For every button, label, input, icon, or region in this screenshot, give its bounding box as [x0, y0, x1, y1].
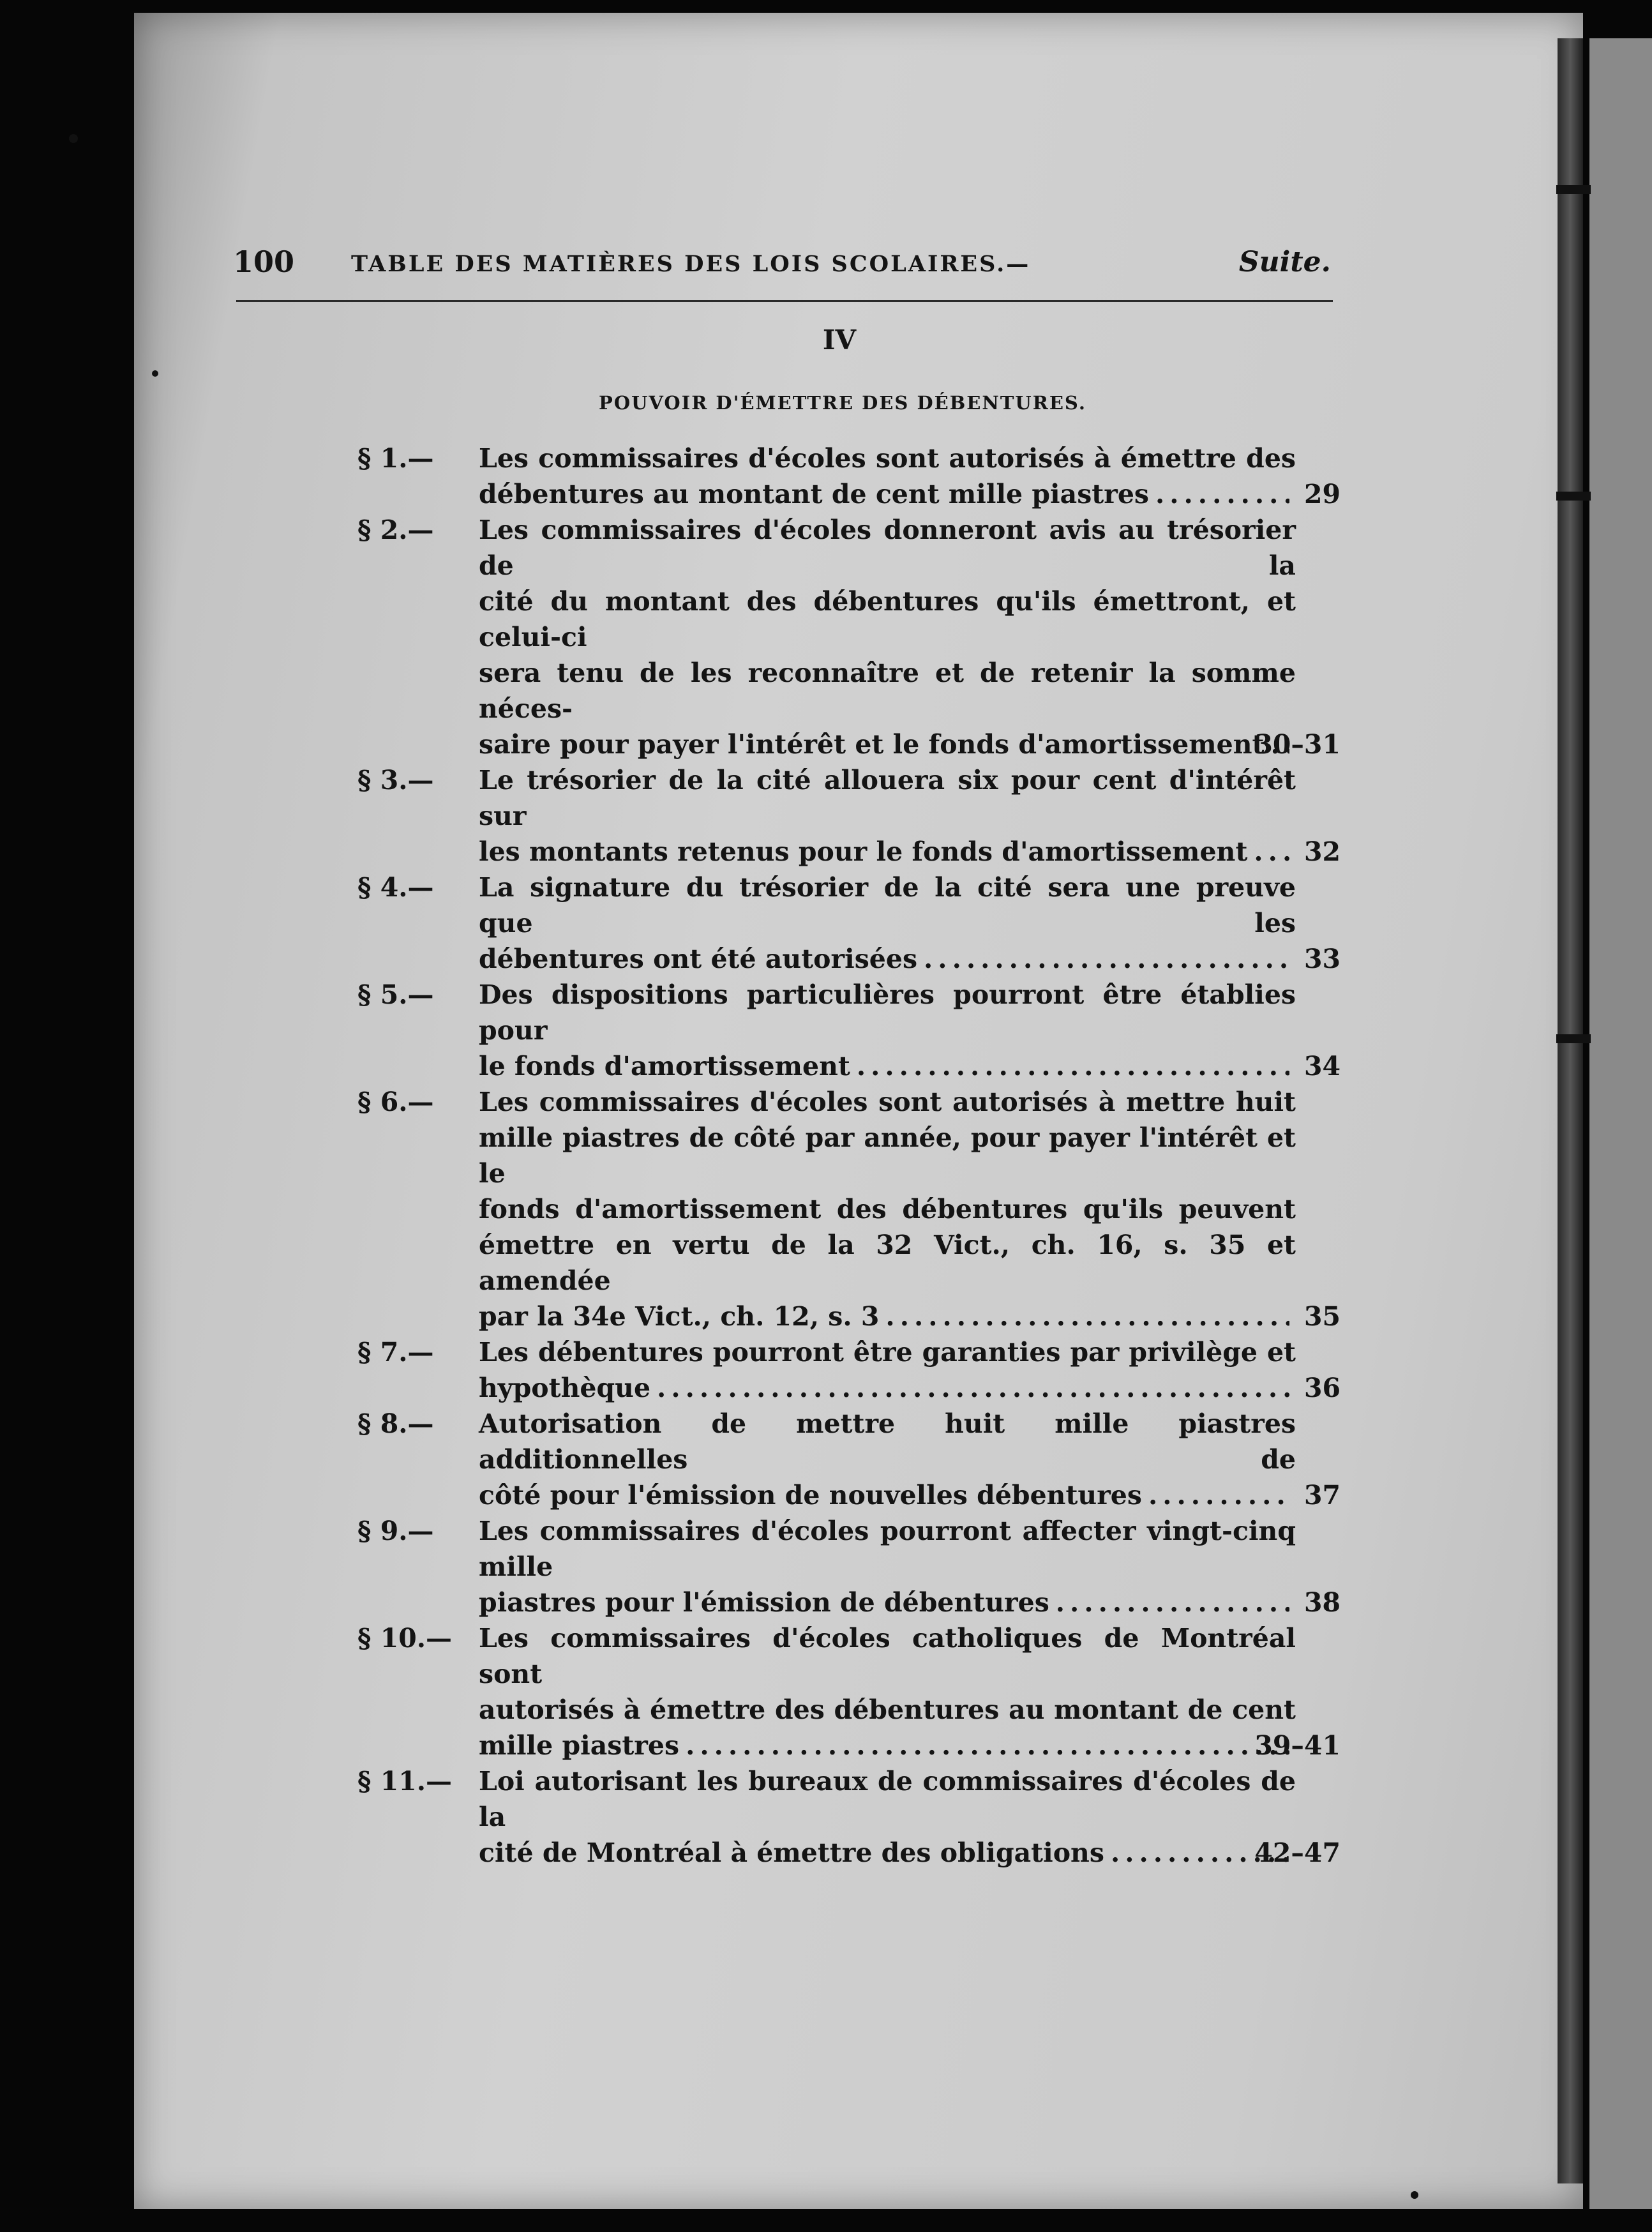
facing-page-edge: [1589, 38, 1652, 2209]
entry-page-number: 34: [1303, 1051, 1340, 1082]
entry-text-line: Les débentures pourront être garanties par privilège et: [479, 1337, 1296, 1368]
entry-text-line: Des dispositions particulières pourront être établies pour: [479, 979, 1296, 1046]
entry-leader-line: [479, 1299, 1296, 1334]
toc-entry: [357, 512, 1340, 762]
entry-section-number: § 5.—: [357, 979, 434, 1010]
toc-entry: [357, 1513, 1340, 1620]
entry-leader-line: [479, 941, 1296, 977]
entry-section-number: § 4.—: [357, 872, 434, 903]
entry-leader-line: [479, 1728, 1296, 1763]
binding-spine: [1558, 38, 1583, 2183]
entry-text-line: Le trésorier de la cité allouera six pour cent d'intérêt sur: [479, 765, 1296, 831]
entry-page-number: 35: [1303, 1301, 1340, 1332]
entry-text-line: débentures ont été autorisées: [479, 944, 918, 974]
entry-text-line: Les commissaires d'écoles catholiques de Montréal sont: [479, 1623, 1296, 1689]
binding-mark: [1556, 492, 1591, 501]
entry-text-line: émettre en vertu de la 32 Vict., ch. 16, s. 35 et amendée: [479, 1230, 1296, 1296]
entry-section-number: § 2.—: [357, 515, 434, 545]
binding-mark: [1556, 1034, 1591, 1043]
entry-leader-line: [479, 1585, 1296, 1620]
entry-text-line: piastres pour l'émission de débentures: [479, 1587, 1049, 1618]
scan-speck: [1411, 2191, 1418, 2199]
entry-leader-line: [479, 834, 1296, 870]
entry-leader-line: [479, 476, 1296, 512]
entry-section-number: § 3.—: [357, 765, 434, 796]
entry-text-line: Les commissaires d'écoles sont autorisés à émettre des: [479, 443, 1296, 474]
entry-leader-line: [479, 727, 1296, 762]
entry-text-line: hypothèque: [479, 1373, 651, 1403]
page-number: 100: [233, 245, 295, 279]
entry-text-line: saire pour payer l'intérêt et le fonds d'amortissement: [479, 729, 1265, 760]
entry-leader-line: [479, 1477, 1296, 1513]
entry-text-line: fonds d'amortissement des débentures qu'ils peuvent: [479, 1194, 1296, 1225]
entry-page-number: 32: [1303, 836, 1340, 867]
entry-section-number: § 8.—: [357, 1408, 434, 1439]
entry-section-number: § 10.—: [357, 1623, 453, 1654]
entry-text-line: cité du montant des débentures qu'ils émettront, et celui-ci: [479, 586, 1296, 652]
dot-leader: [686, 1728, 1289, 1763]
entry-text-line: La signature du trésorier de la cité sera une preuve que les: [479, 872, 1296, 939]
dot-leader: [857, 1048, 1289, 1084]
entry-page-number: 42–47: [1254, 1837, 1340, 1868]
table-of-contents: [357, 441, 1340, 1871]
binding-mark: [1556, 185, 1591, 194]
entry-text-line: autorisés à émettre des débentures au montant de cent: [479, 1694, 1296, 1725]
dot-leader: [885, 1299, 1289, 1334]
entry-text-line: Autorisation de mettre huit mille piastres additionnelles de: [479, 1408, 1296, 1475]
scan-speck: [69, 134, 78, 143]
section-number: IV: [822, 324, 857, 356]
entry-text-line: mille piastres de côté par année, pour payer l'intérêt et le: [479, 1122, 1296, 1189]
entry-page-number: 39–41: [1254, 1730, 1340, 1761]
entry-text-line: Les commissaires d'écoles sont autorisés à mettre huit: [479, 1087, 1296, 1117]
dot-leader: [924, 941, 1289, 977]
section-title: POUVOIR D'ÉMETTRE DES DÉBENTURES.: [599, 392, 1086, 414]
entry-page-number: 29: [1303, 479, 1340, 509]
entry-leader-line: [479, 1048, 1296, 1084]
entry-text-line: Loi autorisant les bureaux de commissaires d'écoles de la: [479, 1766, 1296, 1832]
entry-section-number: § 7.—: [357, 1337, 434, 1368]
toc-entry: [357, 1620, 1340, 1763]
entry-text-line: Les commissaires d'écoles donneront avis au trésorier de la: [479, 515, 1296, 581]
entry-text-line: sera tenu de les reconnaître et de retenir la somme néces-: [479, 658, 1296, 724]
entry-page-number: 37: [1303, 1480, 1340, 1511]
toc-entry: [357, 1406, 1340, 1513]
scan-speck: [152, 370, 158, 377]
entry-section-number: § 11.—: [357, 1766, 453, 1797]
toc-entry: [357, 1334, 1340, 1406]
entry-text-line: mille piastres: [479, 1730, 680, 1761]
toc-entry: [357, 977, 1340, 1084]
dot-leader: [657, 1370, 1289, 1406]
entry-section-number: § 1.—: [357, 443, 434, 474]
header-rule: [236, 300, 1333, 302]
toc-entry: [357, 441, 1340, 512]
entry-text-line: côté pour l'émission de nouvelles débentures: [479, 1480, 1142, 1511]
entry-leader-line: [479, 1835, 1296, 1871]
entry-text-line: débentures au montant de cent mille piastres: [479, 479, 1149, 509]
header-suite: Suite.: [1238, 246, 1331, 278]
entry-page-number: 30–31: [1254, 729, 1340, 760]
entry-leader-line: [479, 1370, 1296, 1406]
entry-page-number: 33: [1303, 944, 1340, 974]
entry-text-line: cité de Montréal à émettre des obligations: [479, 1837, 1104, 1868]
entry-text-line: le fonds d'amortissement: [479, 1051, 850, 1082]
entry-text-line: Les commissaires d'écoles pourront affecter vingt-cinq mille: [479, 1516, 1296, 1582]
toc-entry: [357, 870, 1340, 977]
toc-entry: [357, 762, 1340, 870]
entry-page-number: 38: [1303, 1587, 1340, 1618]
toc-entry: [357, 1084, 1340, 1334]
entry-section-number: § 9.—: [357, 1516, 434, 1546]
header-title: TABLE DES MATIÈRES DES LOIS SCOLAIRES.—: [351, 251, 1031, 277]
toc-entry: [357, 1763, 1340, 1871]
entry-section-number: § 6.—: [357, 1087, 434, 1117]
entry-page-number: 36: [1303, 1373, 1340, 1403]
entry-text-line: les montants retenus pour le fonds d'amortissement: [479, 836, 1248, 867]
entry-text-line: par la 34e Vict., ch. 12, s. 3: [479, 1301, 880, 1332]
